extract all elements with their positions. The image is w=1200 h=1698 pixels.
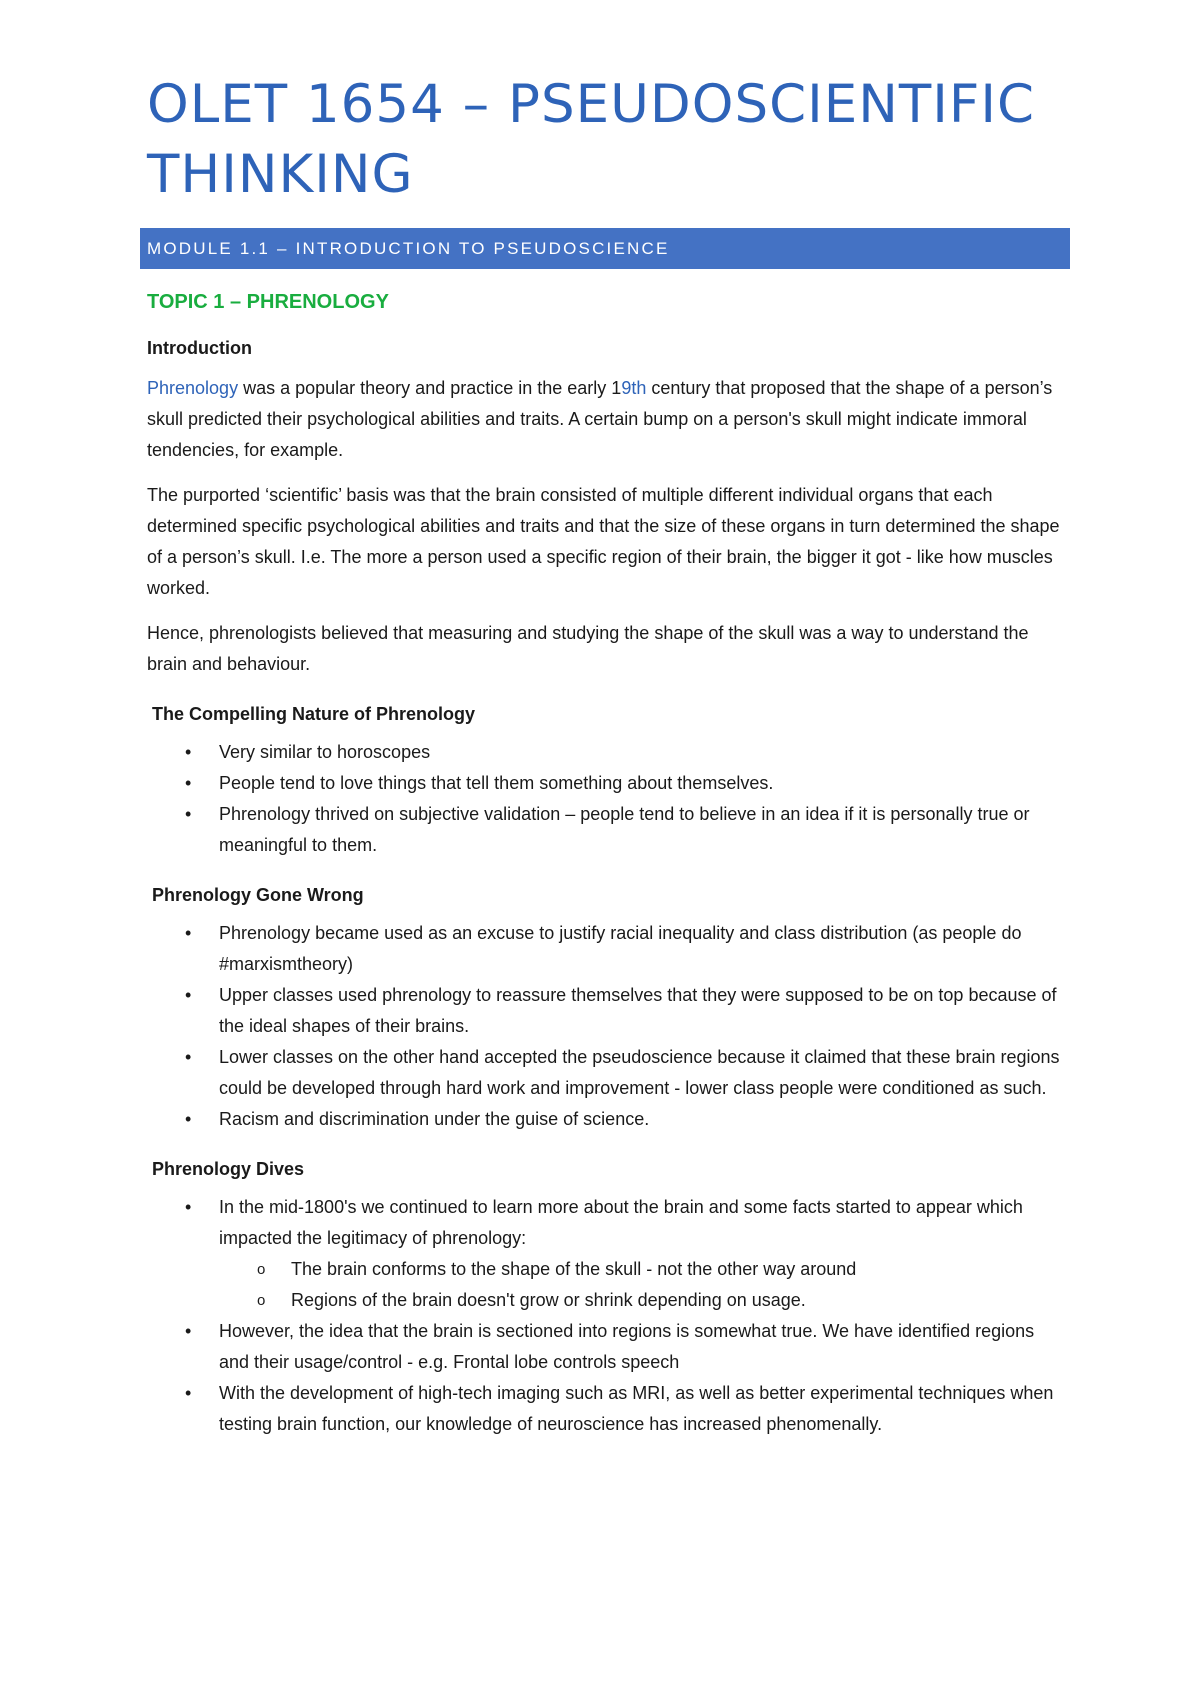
list-item: • Phrenology became used as an excuse to justify racial inequality and class distribution (as people do #marxismtheory) xyxy=(147,918,1067,980)
intro-paragraph-2: The purported ‘scientific’ basis was that the brain consisted of multiple different individual organs that each determined specific psychological abilities and traits and that the size of these organs in turn determined the shape of a person’s skull. I.e. The more a person used a specific region of their brain, the bigger it got - like how muscles worked. xyxy=(147,485,1060,598)
compelling-heading: The Compelling Nature of Phrenology xyxy=(152,704,476,724)
document-title: OLET 1654 – PSEUDOSCIENTIFIC THINKING xyxy=(147,74,1035,205)
list-item xyxy=(147,1192,1067,1316)
list-item: • With the development of high-tech imaging such as MRI, as well as better experimental techniques when testing brain function, our knowledge of neuroscience has increased phenomenally. xyxy=(147,1378,1067,1440)
intro-p1-ninth: 9th xyxy=(621,378,647,398)
dives-item-1-text: In the mid-1800's we continued to learn more about the brain and some facts started to appear which impacted the legitimacy of phrenology: xyxy=(219,1197,1023,1248)
intro-paragraph-3: Hence, phrenologists believed that measuring and studying the shape of the skull was a way to understand the brain and behaviour. xyxy=(147,623,1029,674)
gone-wrong-heading: Phrenology Gone Wrong xyxy=(152,885,364,905)
introduction-heading: Introduction xyxy=(147,338,252,358)
topic-heading: TOPIC 1 – PHRENOLOGY xyxy=(147,291,389,313)
module-heading: MODULE 1.1 – INTRODUCTION TO PSEUDOSCIENCE xyxy=(147,238,670,258)
sub-list-item: o The brain conforms to the shape of the skull - not the other way around xyxy=(219,1254,1067,1285)
list-item: • However, the idea that the brain is sectioned into regions is somewhat true. We have identified regions and their usage/control - e.g. Frontal lobe controls speech xyxy=(147,1316,1067,1378)
gone-wrong-list xyxy=(147,918,1067,1135)
list-item: • Phrenology thrived on subjective validation – people tend to believe in an idea if it is personally true or meaningful to them. xyxy=(147,799,1067,861)
dives-list xyxy=(147,1192,1067,1440)
intro-p1-rest: century that proposed that the shape of a person’s skull predicted their psychological abilities and traits. A certain bump on a person's skull might indicate immoral tendencies, for example. xyxy=(147,378,1053,460)
list-item: • Upper classes used phrenology to reassure themselves that they were supposed to be on top because of the ideal shapes of their brains. xyxy=(147,980,1067,1042)
document-content xyxy=(147,70,1067,1440)
sub-list-item: o Regions of the brain doesn't grow or shrink depending on usage. xyxy=(219,1285,1067,1316)
intro-paragraph-1 xyxy=(147,373,1067,466)
dives-heading: Phrenology Dives xyxy=(152,1159,305,1179)
list-item: • Racism and discrimination under the guise of science. xyxy=(147,1104,1067,1135)
intro-p1-mid: was a popular theory and practice in the early 1 xyxy=(238,378,622,398)
list-item: • Very similar to horoscopes xyxy=(147,737,1067,768)
compelling-list xyxy=(147,737,1067,861)
phrenology-term: Phrenology xyxy=(147,378,239,398)
dives-sub-list xyxy=(219,1254,1067,1316)
module-heading-bar xyxy=(140,228,1070,269)
list-item: • People tend to love things that tell them something about themselves. xyxy=(147,768,1067,799)
list-item: • Lower classes on the other hand accepted the pseudoscience because it claimed that these brain regions could be developed through hard work and improvement - lower class people were conditioned as such. xyxy=(147,1042,1067,1104)
